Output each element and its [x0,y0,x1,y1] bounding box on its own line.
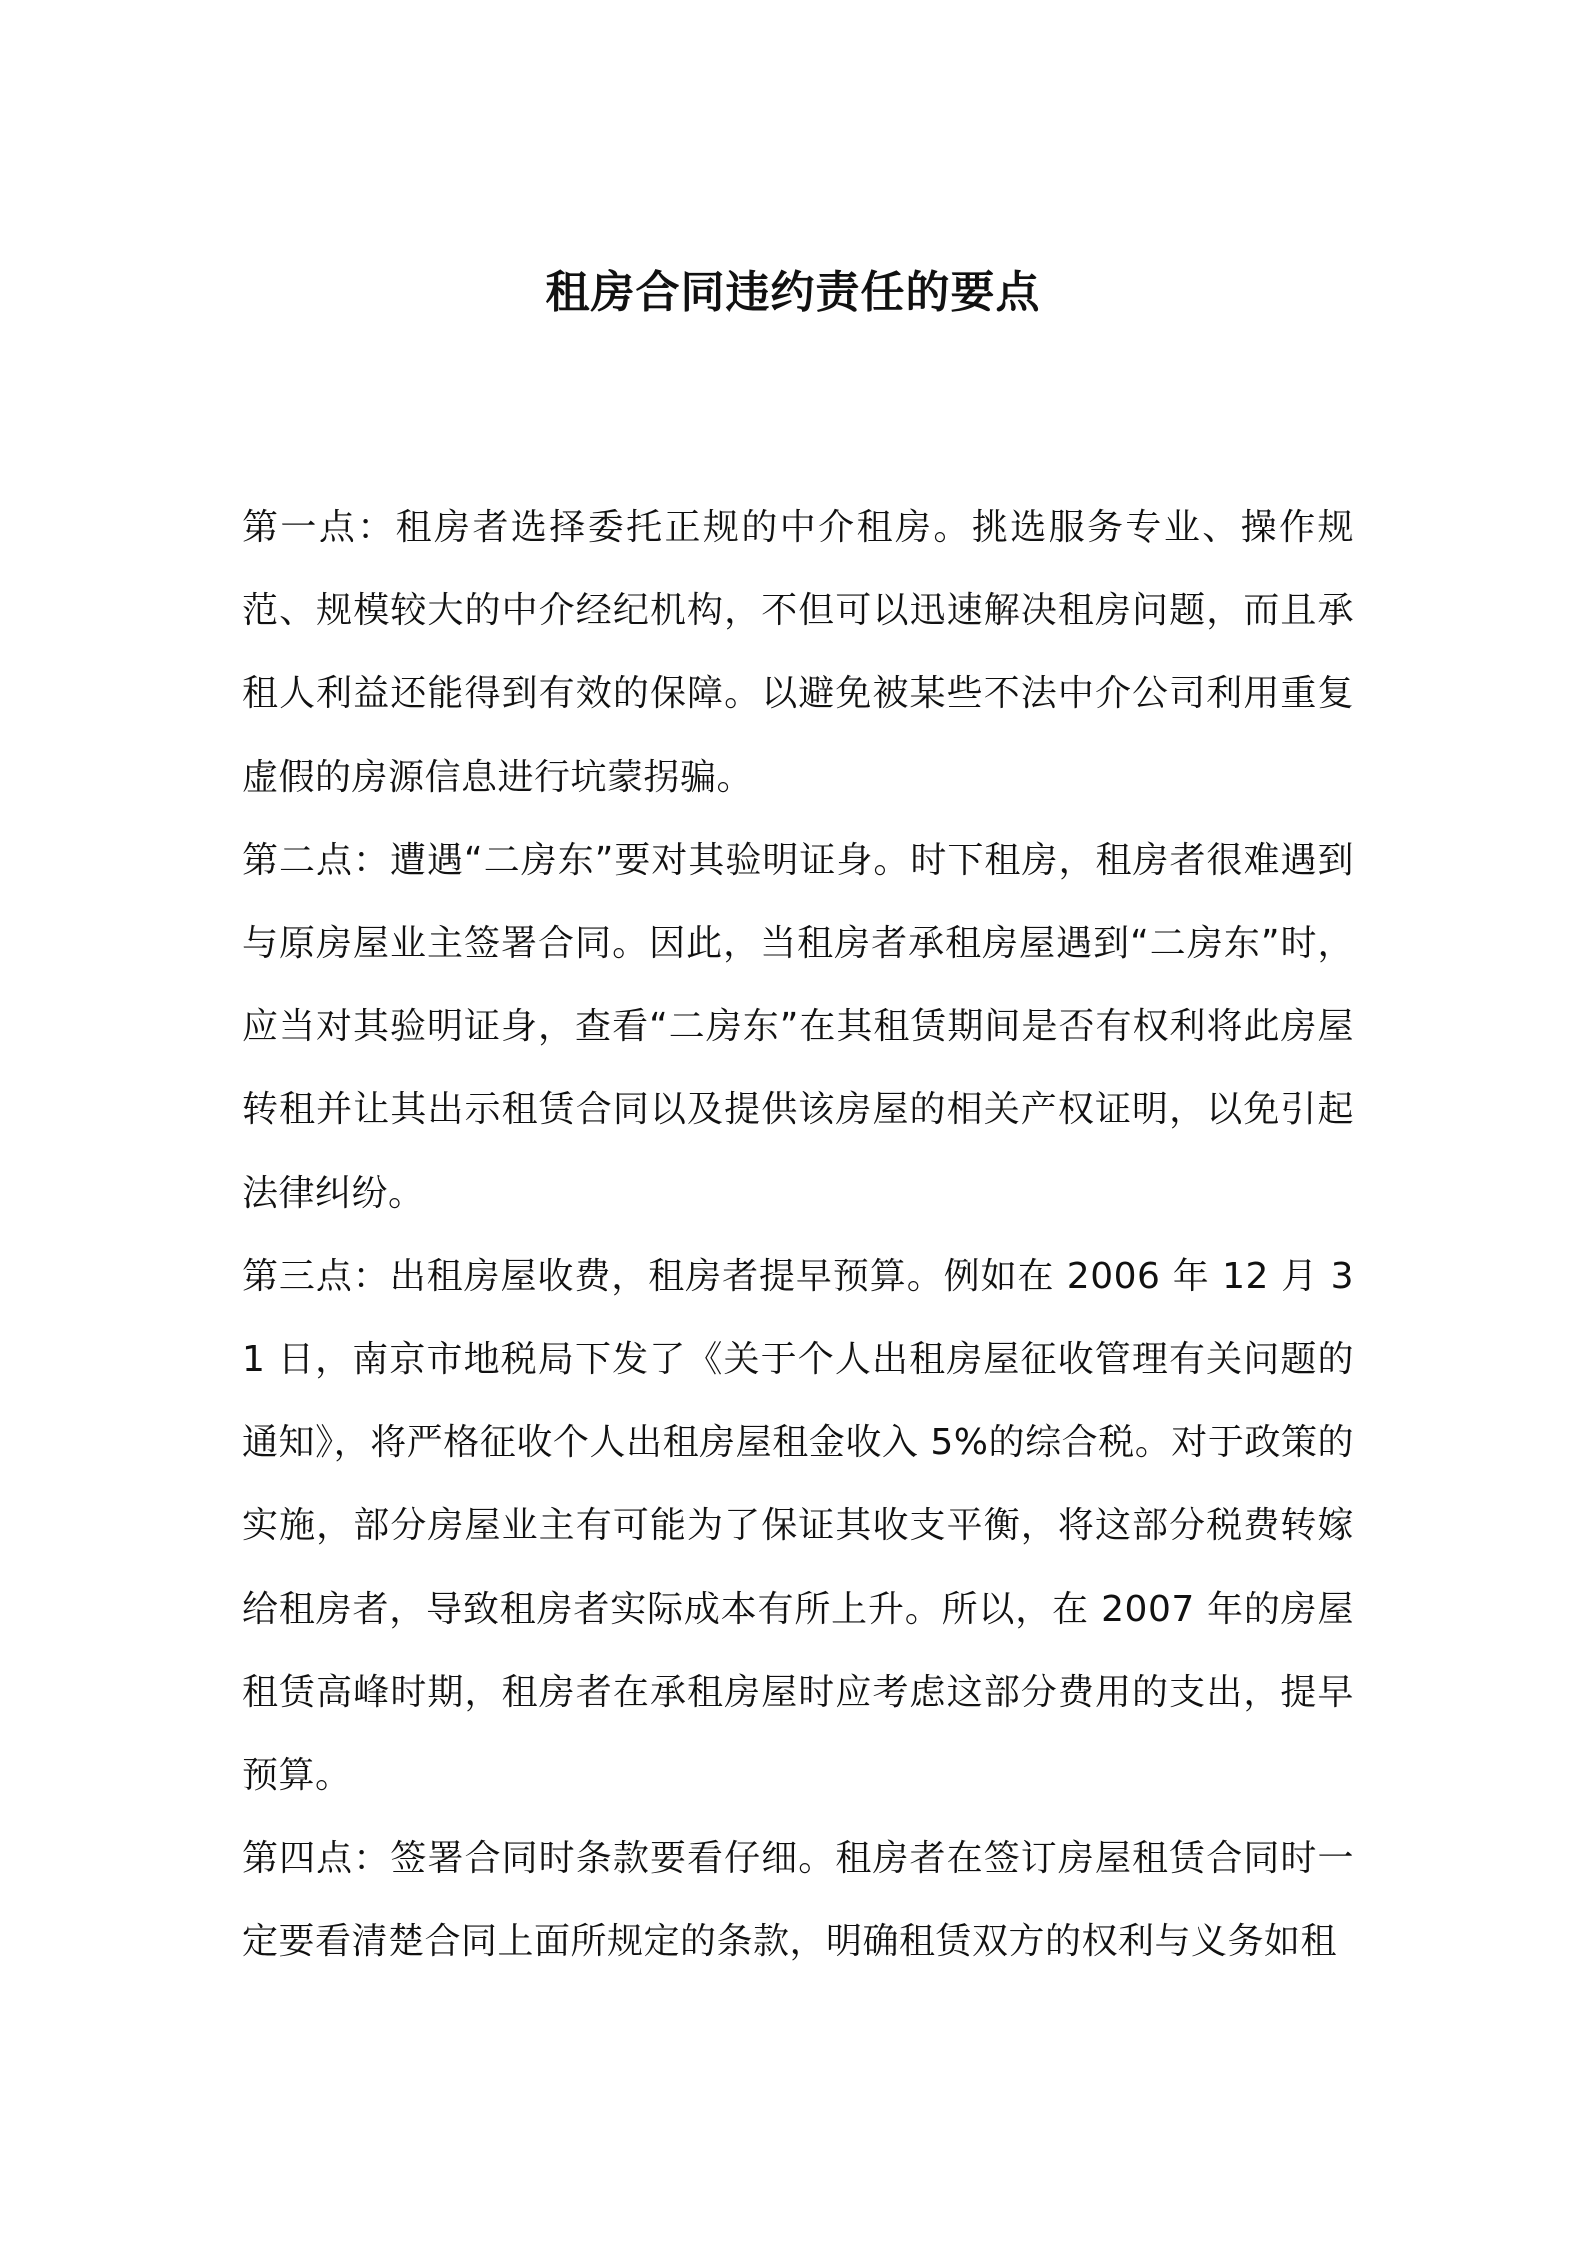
paragraph-point-2: 第二点：遭遇“二房东”要对其验明证身。时下租房，租房者很难遇到与原房屋业主签署合同。因此，当租房者承租房屋遇到“二房东”时，应当对其验明证身，查看“二房东”在其租赁期间是否有权利将此房屋转租并让其出示租赁合同以及提供该房屋的相关产权证明，以免引起法律纠纷。 [242,839,1354,1214]
document-title: 租房合同违约责任的要点 [545,267,1041,318]
paragraph-point-4: 第四点：签署合同时条款要看仔细。租房者在签订房屋租赁合同时一定要看清楚合同上面所规定的条款，明确租赁双方的权利与义务如租 [242,1838,1354,1963]
paragraph-point-1: 第一点：租房者选择委托正规的中介租房。挑选服务专业、操作规范、规模较大的中介经纪机构，不但可以迅速解决租房问题，而且承租人利益还能得到有效的保障。以避免被某些不法中介公司利用重复虚假的房源信息进行坑蒙拐骗。 [242,507,1354,798]
document-body [242,486,1354,1984]
paragraph-point-3: 第三点：出租房屋收费，租房者提早预算。例如在 2006 年 12 月 31 日，南京市地税局下发了《关于个人出租房屋征收管理有关问题的通知》，将严格征收个人出租房屋租金收入 5%的综合税。对于政策的实施，部分房屋业主有可能为了保证其收支平衡，将这部分税费转嫁给租房者，导致租房者实际成本有所上升。所以，在 2007 年的房屋租赁高峰时期，租房者在承租房屋时应考虑这部分费用的支出，提早预算。 [242,1255,1354,1797]
